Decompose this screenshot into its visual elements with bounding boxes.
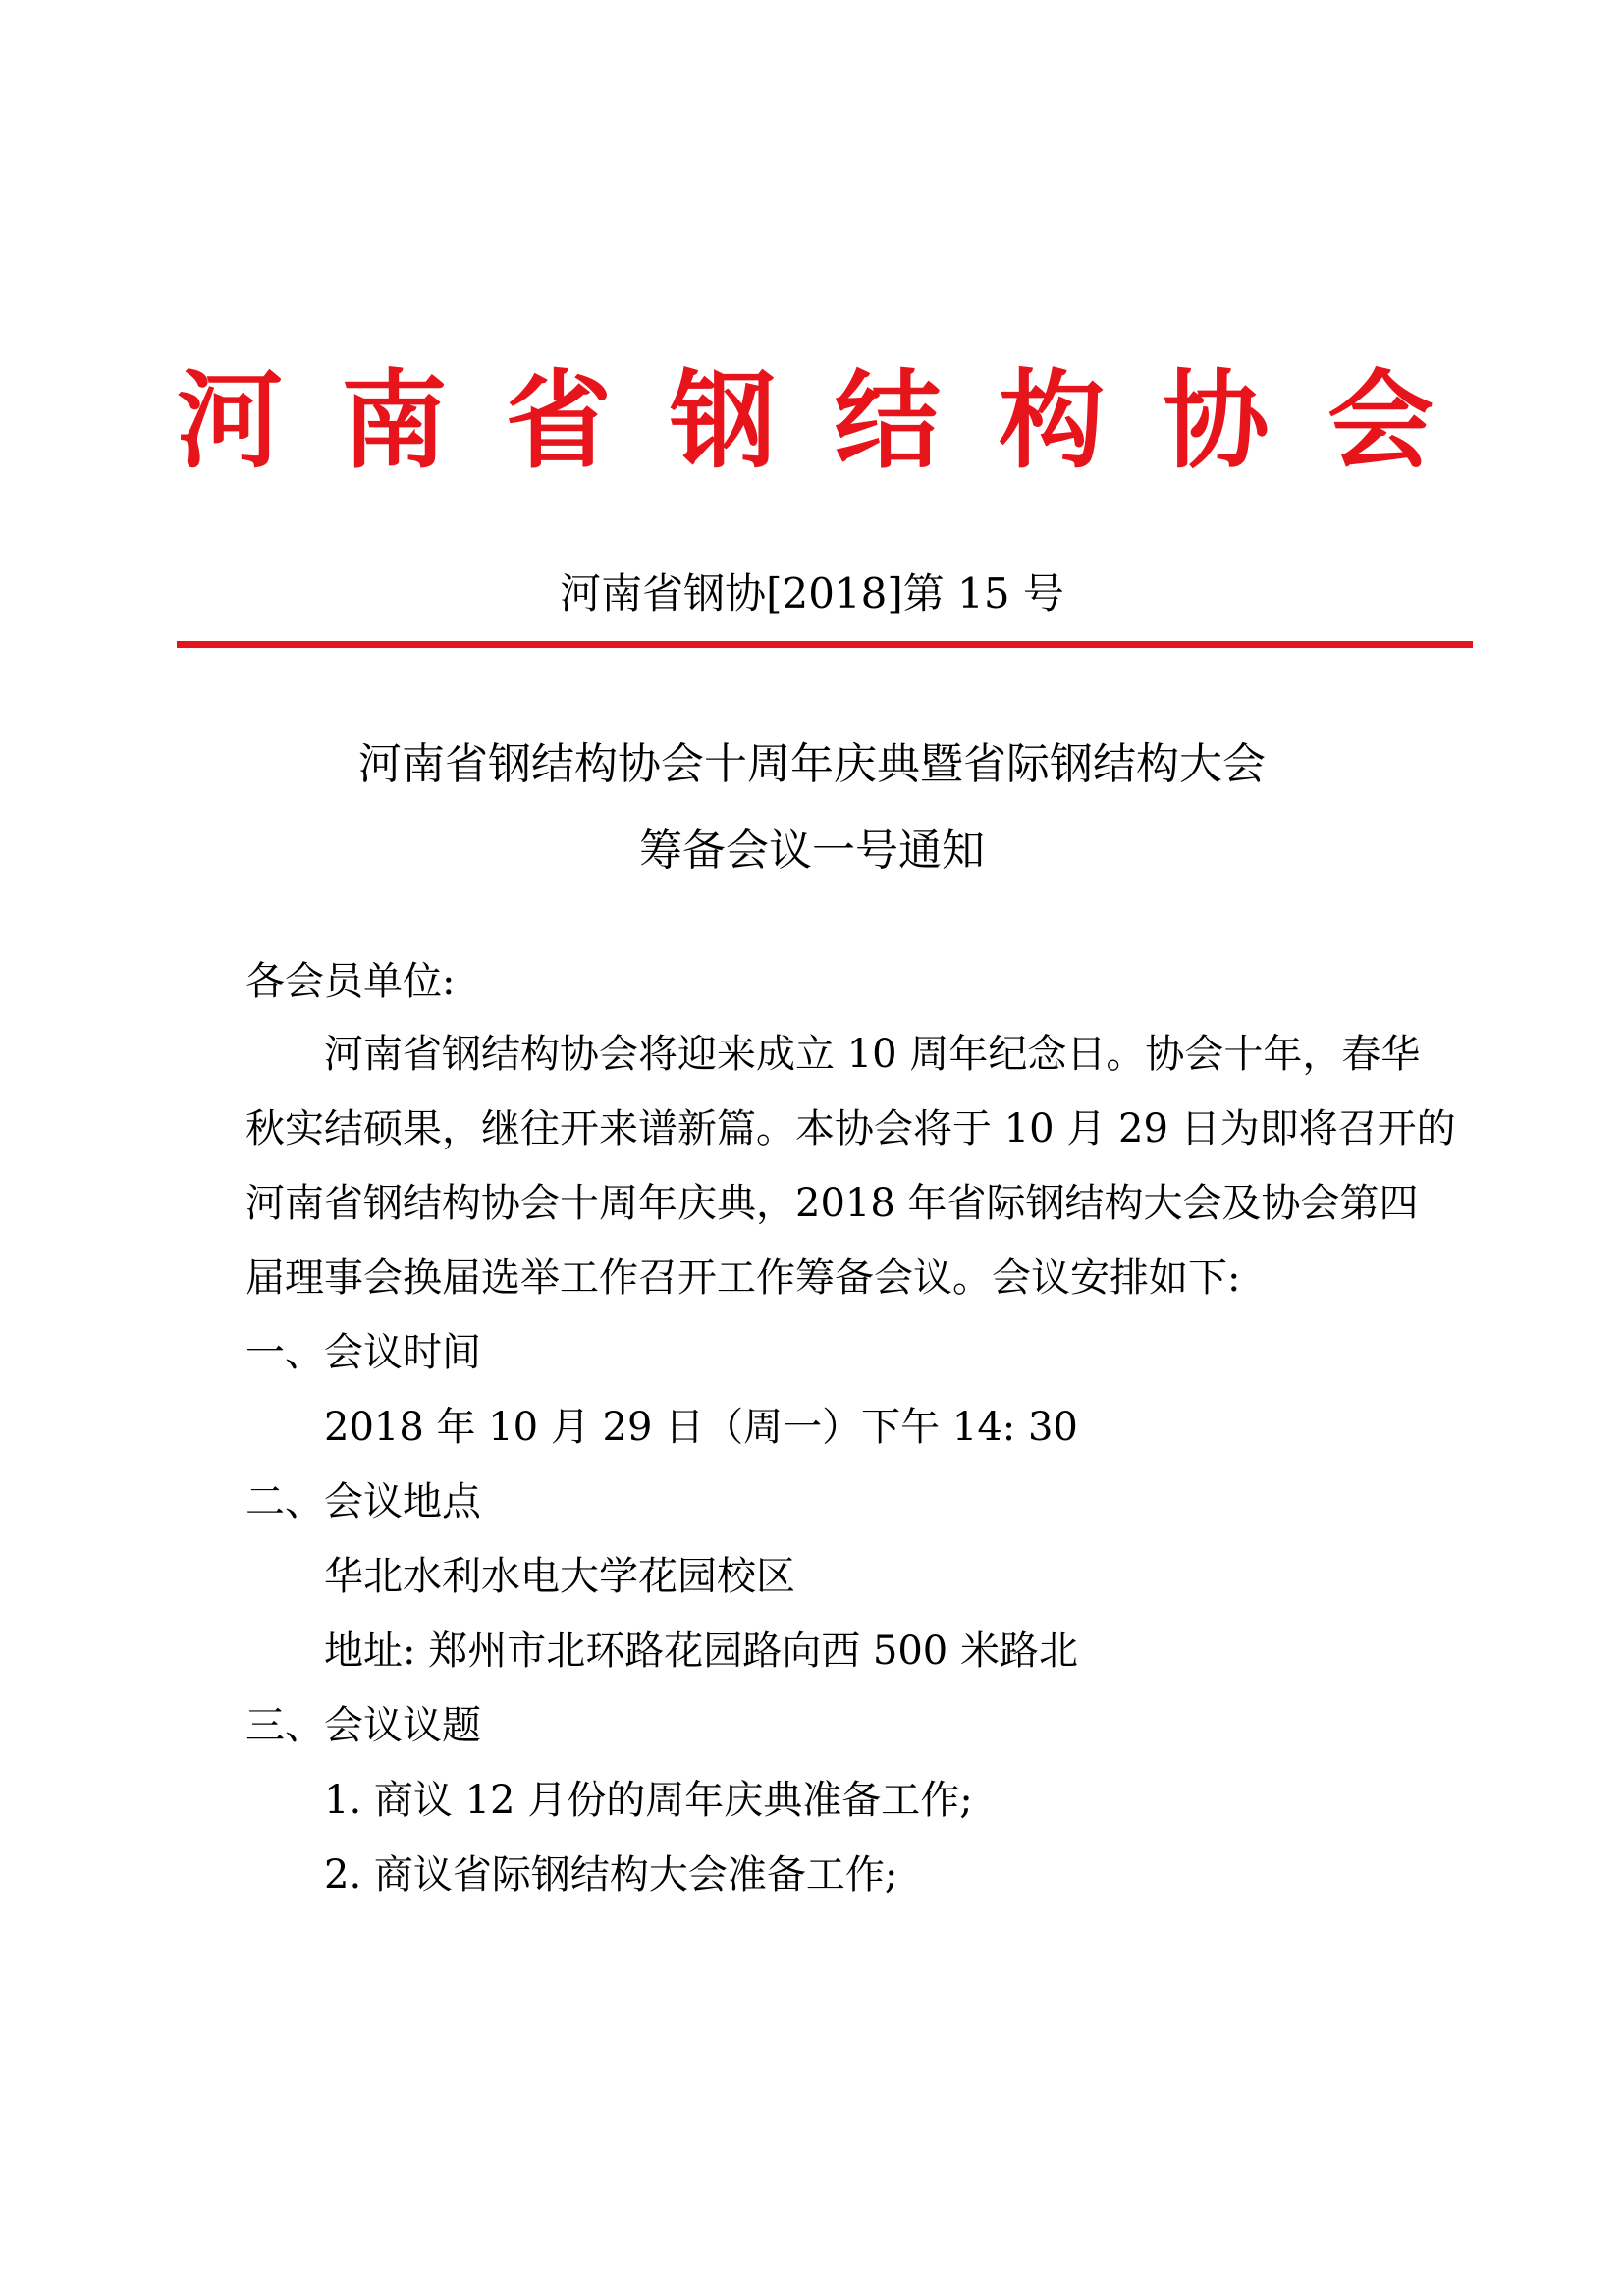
notice-title — [0, 721, 1624, 894]
intro-line — [324, 1025, 1421, 1084]
intro-line-text: 河南省钢结构协会将迎来成立 10 周年纪念日。协会十年，春华 — [324, 1032, 1421, 1077]
section-item: 2. 商议省际钢结构大会准备工作; — [324, 1852, 898, 1897]
intro-line — [245, 1099, 1456, 1158]
notice-title-line: 河南省钢结构协会十周年庆典暨省际钢结构大会 — [358, 739, 1266, 789]
section-item: 华北水利水电大学花园校区 — [324, 1554, 795, 1599]
title-char: 省 — [505, 360, 612, 483]
section-heading: 一、会议时间 — [245, 1330, 481, 1375]
section-item: 1. 商议 12 月份的周年庆典准备工作; — [324, 1778, 973, 1823]
intro-line — [245, 1174, 1419, 1233]
section-item: 2018 年 10 月 29 日（周一）下午 14: 30 — [324, 1405, 1078, 1450]
title-char: 会 — [1326, 360, 1434, 483]
section-heading: 三、会议议题 — [245, 1703, 481, 1748]
organization-title — [177, 358, 1434, 486]
intro-line-text: 秋实结硕果，继往开来谱新篇。本协会将于 10 月 29 日为即将召开的 — [245, 1106, 1456, 1151]
title-char: 结 — [834, 360, 941, 483]
title-char: 钢 — [670, 360, 777, 483]
section-heading: 二、会议地点 — [245, 1479, 481, 1524]
title-char: 构 — [999, 360, 1106, 483]
red-divider — [177, 641, 1473, 648]
intro-line: 届理事会换届选举工作召开工作筹备会议。会议安排如下: — [245, 1255, 1241, 1301]
title-char: 南 — [341, 360, 448, 483]
document-number: 河南省钢协[2018]第 15 号 — [560, 569, 1064, 617]
salutation: 各会员单位: — [245, 959, 456, 1004]
intro-line-text: 河南省钢结构协会十周年庆典，2018 年省际钢结构大会及协会第四 — [245, 1181, 1419, 1226]
section-item: 地址: 郑州市北环路花园路向西 500 米路北 — [324, 1629, 1078, 1674]
notice-title-line: 筹备会议一号通知 — [639, 826, 985, 876]
title-char: 协 — [1163, 360, 1270, 483]
title-char: 河 — [177, 360, 284, 483]
